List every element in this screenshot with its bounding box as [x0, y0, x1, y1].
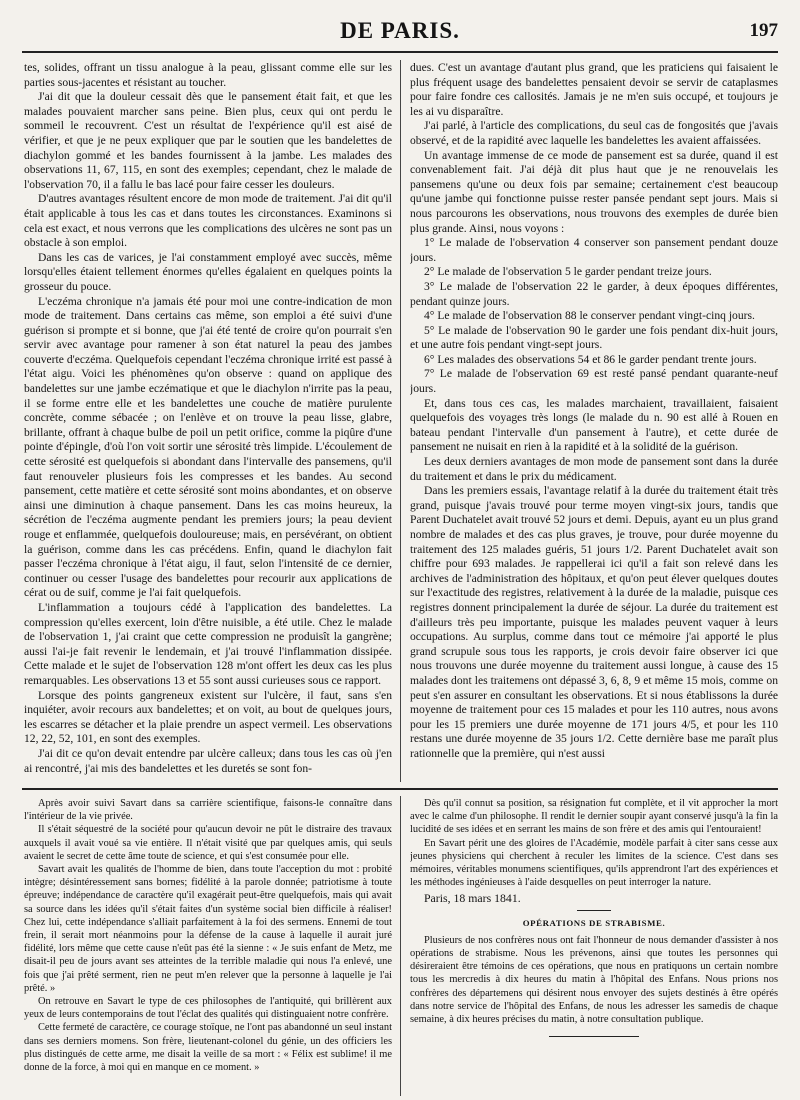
- paragraph: Plusieurs de nos confrères nous ont fait l'honneur de nous demander d'assister à nos opérations de strabisme. Nous les prévenons, ainsi que toutes les personnes qui désireraient être témoins de ces opérations, que nous en pratiquons un certain nombre tous les mercredis à dix heures du matin à l'hôpital des Enfans. Nous prions nos confrères des départemens qui désirent nous envoyer des sujets destinés à être opérés dans notre service de l'hôpital des Enfans, de nous les adresser les samedis de chaque semaine, à dix heures précises du matin, à notre consultation publique.: [410, 934, 778, 1026]
- paragraph: D'autres avantages résultent encore de mon mode de traitement. J'ai dit qu'il était applicable à tous les cas et dans toutes les circonstances. Examinons si cela est exact, et nous verrons que les complications des ulcères ne sont pas un obstacle à son emploi.: [24, 192, 392, 250]
- paragraph: Il s'était séquestré de la société pour qu'aucun devoir ne pût le distraire des travaux auxquels il avait voué sa vie entière. Il n'était visité que par quelques amis, qui seuls avaient le secret de cette âme toute de science, et qui s'est consumée pour elle.: [24, 824, 392, 862]
- paragraph: Dans les cas de varices, je l'ai constamment employé avec succès, même lorsqu'elles étaient tellement énormes qu'elles égalaient en quelques points la grosseur du pouce.: [24, 250, 392, 293]
- paragraph: Savart avait les qualités de l'homme de bien, dans toute l'acception du mot : probité intègre; désintéressement sans bornes; fidélité à la parole donnée; patriotisme à toute épreuve; indépendance de caractère qu'il exagérait peut-être quelquefois, mais qui avait sa source dans les idées qu'il s'était faites d'un système social bien difficile à réaliser! Chez lui, cette indépendance s'alliait parfaitement à la foi des sermens. Ennemi de tout frein, il serait mort néanmoins pour la défense de la cause à laquelle il aurait juré fidélité, lors même que cette cause n'eût pas été la sienne : « Je suis enfant de Metz, me disait-il peu de jours avant ses atteintes de la terrible maladie qui nous l'a enlevé, une fois que j'ai prêté serment, rien ne peut m'en relever que la personne à laquelle je l'ai prêté. »: [24, 864, 392, 994]
- paragraph: Cette fermeté de caractère, ce courage stoïque, ne l'ont pas abandonné un seul instant dans ses derniers momens. Son frère, lieutenant-colonel du génie, un des officiers les plus distingués de cette arme, me disait la veille de sa mort : « Félix est sublime! il me donne de la force, à moi qui en manque en ce moment. »: [24, 1022, 392, 1074]
- paragraph: Lorsque des points gangreneux existent sur l'ulcère, il faut, sans s'en inquiéter, avoir recours aux bandelettes; et on voit, au bout de quelques jours, les escarres se détacher et la plaie prendre un aspect vermeil. Les observations 12, 22, 52, 101, en sont des exemples.: [24, 688, 392, 746]
- header-rule: [22, 51, 778, 53]
- page-header: [22, 14, 778, 54]
- paragraph: Et, dans tous ces cas, les malades marchaient, travaillaient, faisaient quelquefois des voyages très longs (le malade du n. 90 est allé à Rouen en bateau pendant l'intervalle d'un pansement à l'autre), et cette durée de pansement ne nuisait en rien à la rapidité et à la solidité de la guérison.: [410, 396, 778, 454]
- paragraph: En Savart périt une des gloires de l'Académie, modèle parfait à citer sans cesse aux jeunes physiciens qui cherchent à reculer les limites de la science. C'est dans ses mémoires, véritables monumens scientifiques, qu'ils apprendront l'art des expériences et les méthodes ingénieuses à l'aide desquelles on peut interroger la nature.: [410, 837, 778, 889]
- end-rule: [549, 1036, 639, 1037]
- section-heading: OPÉRATIONS DE STRABISME.: [522, 917, 666, 928]
- list-item: 1° Le malade de l'observation 4 conserver son pansement pendant douze jours.: [410, 236, 778, 264]
- paragraph: J'ai dit que la douleur cessait dès que le pansement était fait, et que les malades pouvaient marcher sans peine. Bien plus, ceux qui ont perdu le sommeil le recouvrent. C'est un résultat de l'expérience qu'il est aisé de vérifier, et que je ne peux expliquer que par le soutien que les bandelettes de diachylon gommé et les bandes fournissent à la jambe. Les malades des observations 11, 67, 115, en sont des exemples; cependant, chez le malade de l'observation 70, il a fallu le bas lacé pour faire cesser les douleurs.: [24, 90, 392, 191]
- column-divider: [400, 60, 401, 782]
- feuilleton-rule: [22, 788, 778, 790]
- paragraph: Dès qu'il connut sa position, sa résignation fut complète, et il vit approcher la mort avec le calme d'un philosophe. Il rendit le dernier soupir ayant conservé jusqu'à la fin la lucidité de ses idées et en serrant les mains de son frère et des amis qui l'entouraient!: [410, 798, 778, 836]
- list-item: 6° Les malades des observations 54 et 86 le garder pendant trente jours.: [424, 352, 757, 366]
- article-column-right: [410, 61, 778, 783]
- dateline: Paris, 18 mars 1841.: [424, 891, 521, 906]
- section-rule: [577, 910, 611, 911]
- paragraph: J'ai dit ce qu'on devait entendre par ulcère calleux; dans tous les cas où j'en ai rencontré, j'ai mis des bandelettes et les duretés se sont fon-: [24, 746, 392, 775]
- feuilleton-column-right: [410, 797, 778, 1093]
- list-item: 2° Le malade de l'observation 5 le garder pendant treize jours.: [424, 265, 712, 279]
- paragraph: J'ai parlé, à l'article des complications, du seul cas de fongosités que j'avais observé, et de la rapidité avec laquelle les bandelettes les avaient affaissées.: [410, 119, 778, 147]
- paragraph: L'inflammation a toujours cédé à l'application des bandelettes. La compression qu'elles exercent, loin d'être nuisible, a été utile. Chez le malade de l'observation 1, j'ai craint que cette compression ne produisît la gangrène; aussi l'ai-je fait revenir le lendemain, et j'ai trouvé l'inflammation dissipée. Cette malade et le sujet de l'observation 128 m'ont offert les deux cas les plus remarquables. Les observations 13 et 55 sont aussi curieuses sous ce rapport.: [24, 600, 392, 687]
- running-title: DE PARIS.: [340, 18, 460, 43]
- list-item: 5° Le malade de l'observation 90 le garder une fois pendant dix-huit jours, et une autre fois pendant vingt-sept jours.: [410, 323, 778, 352]
- paragraph: Après avoir suivi Savart dans sa carrière scientifique, faisons-le connaître dans l'intérieur de la vie privée.: [24, 798, 392, 823]
- paragraph: Les deux derniers avantages de mon mode de pansement sont dans la durée du traitement et dans le prix du médicament.: [410, 455, 778, 483]
- page-number: 197: [749, 20, 778, 41]
- column-divider: [400, 796, 401, 1096]
- article-column-left: [24, 61, 392, 783]
- paragraph: dues. C'est un avantage d'autant plus grand, que les praticiens qui faisaient le plus fréquent usage des bandelettes pensaient devoir se servir de cataplasmes pour faire fondre ces callosités. Jamais je ne m'en suis occupé, et toujours je les ai vu disparaître.: [410, 61, 778, 118]
- paragraph: tes, solides, offrant un tissu analogue à la peau, glissant comme elle sur les parties sous-jacentes et résistant au toucher.: [24, 61, 392, 89]
- list-item: 7° Le malade de l'observation 69 est resté pansé pendant quarante-neuf jours.: [410, 367, 778, 396]
- list-item: 4° Le malade de l'observation 88 le conserver pendant vingt-cinq jours.: [424, 309, 755, 323]
- list-item: 3° Le malade de l'observation 22 le garder, à deux époques différentes, pendant quinze jours.: [410, 279, 778, 308]
- paragraph: Un avantage immense de ce mode de pansement est sa durée, quand il est convenablement fait. J'ai déjà dit plus haut que je ne renouvelais les pansemens qu'une ou deux fois par semaine; certainement c'est beaucoup qu'une jambe qui fonctionne puisse rester pansée pendant sept jours. Mais si nous parcourons les observations, nous trouvons des exemples de durée bien plus grande. Ainsi, nous voyons :: [410, 148, 778, 235]
- paragraph: L'eczéma chronique n'a jamais été pour moi une contre-indication de mon mode de traitement. Dans certains cas même, son emploi a été suivi d'une guérison si prompte et si bonne, que j'ai été tenté de croire qu'on pourrait s'en servir avec avantage pour ramener à son état naturel la peau des jambes couverte d'eczéma. Quelquefois cependant l'eczéma chronique irrité est passé à l'état aigu. Voici les phénomènes qu'on observe : quand on applique des bandelettes sur une jambe eczématique et que le diachylon n'irrite pas la peau, il se forme entre elle et les bandelettes une couche de matière purulente concrète, comme sébacée ; on l'enlève et on trouve la peau lisse, glabre, brillante, offrant à chaque bulbe de poil un petit orifice, comme la piqûre d'une pointe d'épingle, d'où l'on voit sortir une sérosité très limpide. L'écoulement de cette sérosité est quelquefois si abondant dans l'intervalle des pansemens, qu'il faut renouveler plusieurs fois les compresses et les bandes. Au second pansement, cette matière et cette sérosité sont moins abondantes, et on observe ainsi une diminution à chaque pansement. Dans les cas moins heureux, la sécrétion de l'eczéma augmente pendant les premiers jours; la peau devient rouge et enflammée, quelquefois douloureuse; mais, en persévérant, on obtient la guérison, comme dans les cas précédens. Enfin, quand le diachylon fait passer l'eczéma chronique à l'état aigu, il faut, selon l'intensité de ce dernier, continuer ou cesser l'usage des bandelettes pour recourir aux applications de cérat ou de suif, comme je l'ai fait quelquefois.: [24, 294, 392, 600]
- paragraph: On retrouve en Savart le type de ces philosophes de l'antiquité, qui brillèrent aux yeux de leurs contemporains de tout l'éclat des qualités qui distinguaient notre confrère.: [24, 996, 392, 1021]
- paragraph: Dans les premiers essais, l'avantage relatif à la durée du traitement était très grand, puisque j'avais trouvé pour terme moyen vingt-six jours, tandis que Parent Duchatelet avait trouvé 52 jours et demi. Depuis, ayant eu un plus grand nombre de malades et des cas plus graves, je trouve, pour durée moyenne du traitement des 125 malades guéris, 51 jours 1/2. Parent Duchatelet avait son chiffre pour 693 malades. Je rappellerai ici qu'il a fait son relevé dans les archives de l'administration des hôpitaux, et qu'on peut élever quelques doutes sur l'exactitude des registres, relativement à la durée de la maladie, puisque ces registres donnent principalement la durée de séjour. La durée du traitement est d'ailleurs très peu importante, puisque les malades peuvent vaquer à leurs occupations. Au surplus, comme dans tout ce mémoire j'ai apporté le plus grand scrupule sous tous les rapports, je crois devoir faire observer ici que nous trouvons une durée moyenne du traitement aussi longue, à cause des 15 malades dont les traitemens ont dépassé 3, 6, 8, 9 et même 15 mois, comme on peut s'en assurer en consultant les observations. Et si nous établissons la durée moyenne de traitement pour ces 15 malades et pour les 110 autres, nous avons pour les 15 premiers une durée moyenne de 171 jours 4/5, et pour les 110 restans une durée moyenne de 35 jours 1/2. Cette dernière base me paraît plus rationnelle que la première, qui n'est aussi: [410, 484, 778, 760]
- feuilleton-column-left: [24, 797, 392, 1093]
